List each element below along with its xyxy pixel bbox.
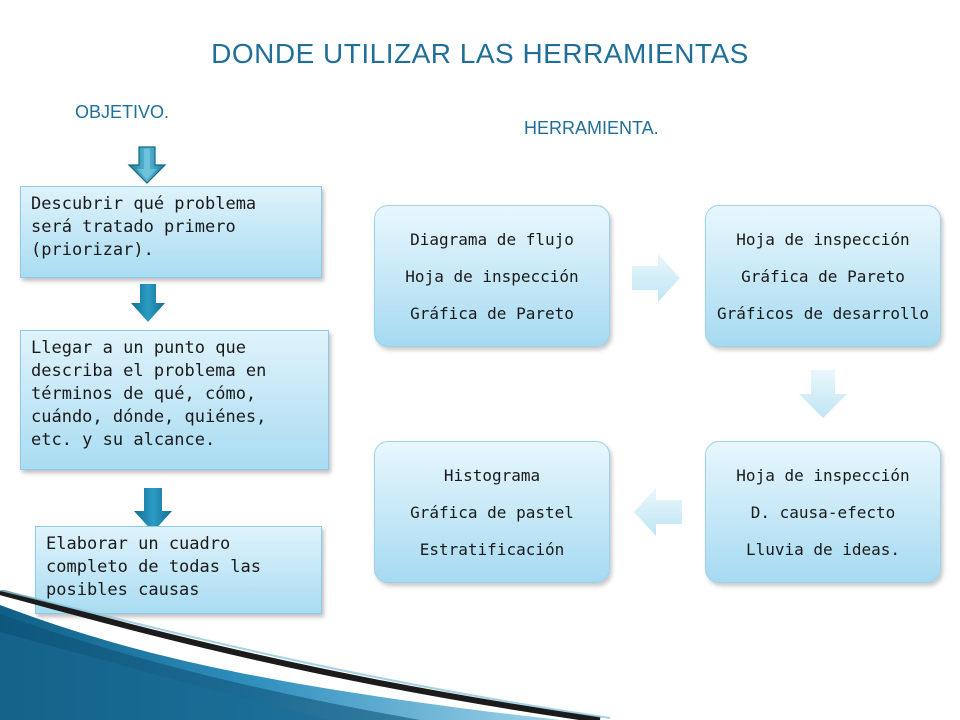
- tool-box-4: [374, 441, 610, 583]
- tool-item: Gráfica de pastel: [410, 502, 574, 522]
- objective-text-line: Llegar a un punto que: [31, 338, 246, 358]
- tool-item: Histograma: [443, 465, 541, 485]
- tool-item: D. causa-efecto: [750, 502, 896, 522]
- tool-box-2: [705, 205, 941, 347]
- tool-item: Diagrama de flujo: [410, 229, 574, 249]
- tool-heading: HERRAMIENTA.: [524, 118, 659, 138]
- objective-box-2: [20, 330, 329, 470]
- tool-item: Hoja de inspección: [405, 266, 579, 286]
- down-arrow-icon: [127, 145, 167, 185]
- down-arrow-icon: [130, 283, 166, 323]
- tool-item: Gráfica de Pareto: [410, 303, 574, 323]
- objective-text-line: posibles causas: [46, 580, 200, 600]
- tool-item: Hoja de inspección: [736, 465, 910, 485]
- tool-item: Estratificación: [419, 539, 565, 559]
- objective-text-line: (priorizar).: [31, 240, 154, 260]
- right-arrow-icon: [630, 252, 682, 304]
- tool-box-3: [705, 441, 941, 583]
- tool-item: Hoja de inspección: [736, 229, 910, 249]
- decorative-swoosh: [0, 590, 620, 720]
- tool-item: Lluvia de ideas.: [745, 539, 901, 559]
- objective-text-line: describa el problema en: [31, 361, 267, 381]
- objective-box-1: [20, 186, 322, 278]
- tool-item: Gráfica de Pareto: [741, 266, 905, 286]
- tool-box-1: [374, 205, 610, 347]
- objective-text-line: Descubrir qué problema: [31, 194, 257, 214]
- objective-heading: OBJETIVO.: [75, 102, 170, 122]
- tool-item: Gráficos de desarrollo: [717, 303, 929, 323]
- objective-text-line: será tratado primero: [31, 217, 236, 237]
- objective-text-line: términos de qué, cómo,: [31, 384, 257, 404]
- objective-text-line: etc. y su alcance.: [31, 430, 216, 450]
- objective-text-line: completo de todas las: [46, 557, 261, 577]
- left-arrow-icon: [632, 486, 684, 538]
- page-title: DONDE UTILIZAR LAS HERRAMIENTAS: [211, 38, 749, 69]
- objective-text-line: Elaborar un cuadro: [46, 534, 231, 554]
- objective-text-line: cuándo, dónde, quiénes,: [31, 407, 267, 427]
- down-arrow-icon: [797, 368, 849, 420]
